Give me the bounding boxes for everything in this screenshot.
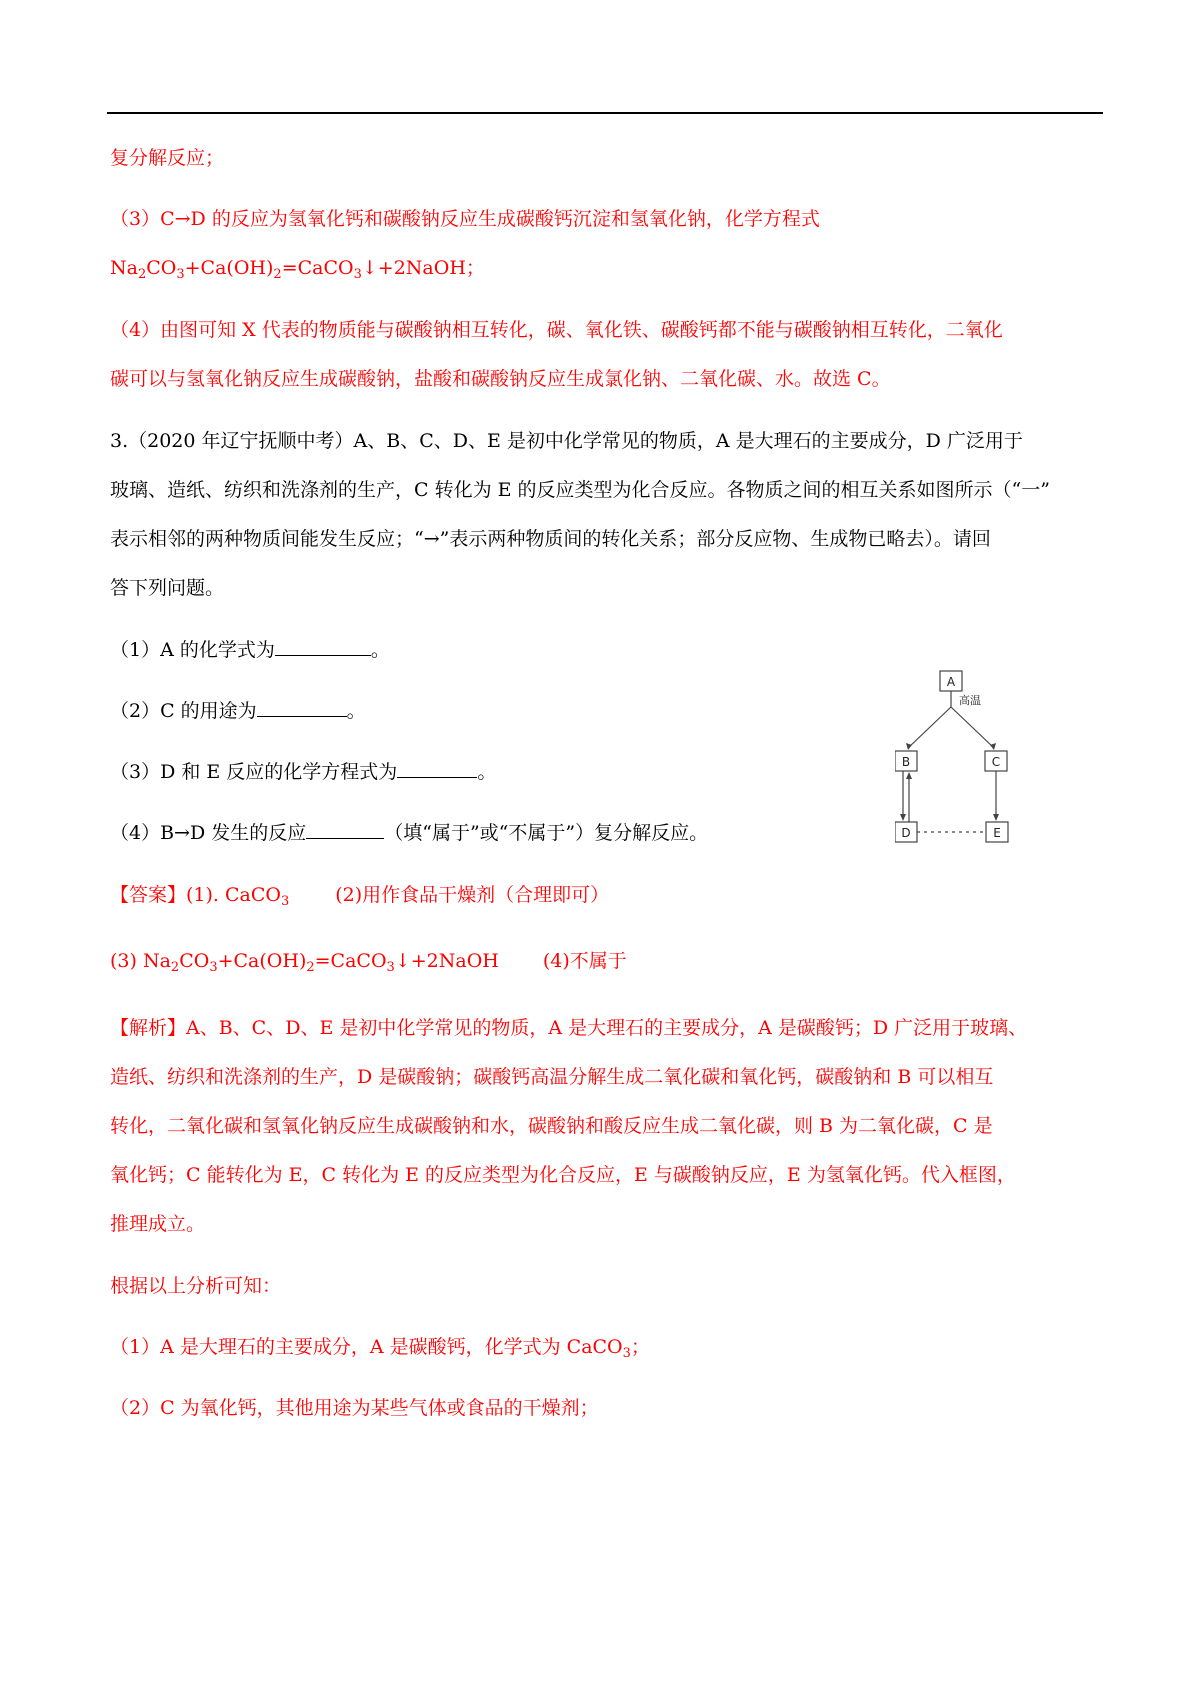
answer-equation-line: (3) $Na_2CO_3+Ca(OH)_2=CaCO_3↓+2NaOH$ (4)不属于: [110, 950, 627, 975]
answer-blank: [306, 820, 384, 839]
analysis-line: 转化，二氧化碳和氢氧化钠反应生成碳酸钠和水，碳酸钠和酸反应生成二氧化碳，则 B 为二氧化碳，C 是: [110, 1115, 993, 1137]
arrow-a-b: [908, 707, 951, 748]
sub-question-2: （2）C 的用途为 。: [110, 700, 366, 722]
answer-blank: [275, 637, 371, 656]
answer-blank: [257, 698, 347, 717]
text-line: （3）C→D 的反应为氢氧化钙和碳酸钠反应生成碳酸钙沉淀和氢氧化钠，化学方程式: [110, 208, 820, 230]
label-a: A: [946, 675, 956, 689]
label-c: C: [991, 755, 1001, 769]
conclusion-line: （1）A 是大理石的主要成分，A 是碳酸钙，化学式为 CaCO$_3$；: [110, 1336, 650, 1361]
label-b: B: [901, 755, 911, 769]
header-rule: [107, 112, 1103, 114]
sub-question-3: （3）D 和 E 反应的化学方程式为 。: [110, 761, 497, 783]
analysis-line: 氧化钙；C 能转化为 E，C 转化为 E 的反应类型为化合反应，E 与碳酸钠反应，E 为氢氧化钙。代入框图，: [110, 1164, 1016, 1186]
text-line: （4）由图可知 X 代表的物质能与碳酸钠相互转化，碳、氧化铁、碳酸钙都不能与碳酸钠相互转化，二氧化: [110, 319, 1003, 341]
text-line: 复分解反应；: [110, 147, 225, 169]
equation-line: $Na_2CO_3+Ca(OH)_2=CaCO_3↓+2NaOH$；: [110, 257, 485, 282]
text-line: 碳可以与氢氧化钠反应生成碳酸钠，盐酸和碳酸钠反应生成氯化钠、二氧化碳、水。故选 C。: [110, 368, 891, 390]
conclusion-line: （2）C 为氧化钙，其他用途为某些气体或食品的干燥剂；: [110, 1397, 599, 1419]
relationship-diagram: [895, 655, 1045, 855]
analysis-line: 造纸、纺织和洗涤剂的生产，D 是碳酸钠；碳酸钙高温分解生成二氧化碳和氧化钙，碳酸钠和 B 可以相互: [110, 1066, 994, 1088]
sub-question-4: （4）B→D 发生的反应 （填“属于”或“不属于”）复分解反应。: [110, 822, 709, 844]
question-line: 玻璃、造纸、纺织和洗涤剂的生产，C 转化为 E 的反应类型为化合反应。各物质之间的相互关系如图所示（“一”: [110, 479, 1050, 501]
label-d: D: [901, 826, 911, 840]
question-line: 表示相邻的两种物质间能发生反应；“→”表示两种物质间的转化关系；部分反应物、生成物已略去）。请回: [110, 528, 991, 550]
answer-line: 【答案】(1). CaCO$_3$ (2)用作食品干燥剂（合理即可）: [110, 884, 610, 909]
conclusion-line: 根据以上分析可知：: [110, 1275, 282, 1297]
analysis-line: 推理成立。: [110, 1213, 206, 1235]
condition-label: 高温: [959, 694, 981, 707]
answer-blank: [397, 759, 477, 778]
label-e: E: [993, 826, 1001, 840]
question-line: 3.（2020 年辽宁抚顺中考）A、B、C、D、E 是初中化学常见的物质，A 是大理石的主要成分，D 广泛用于: [110, 430, 1023, 452]
question-line: 答下列问题。: [110, 577, 225, 599]
analysis-line: 【解析】A、B、C、D、E 是初中化学常见的物质，A 是大理石的主要成分，A 是碳酸钙；D 广泛用于玻璃、: [110, 1017, 1028, 1039]
arrow-a-c: [951, 707, 994, 748]
sub-question-1: （1）A 的化学式为 。: [110, 639, 390, 661]
